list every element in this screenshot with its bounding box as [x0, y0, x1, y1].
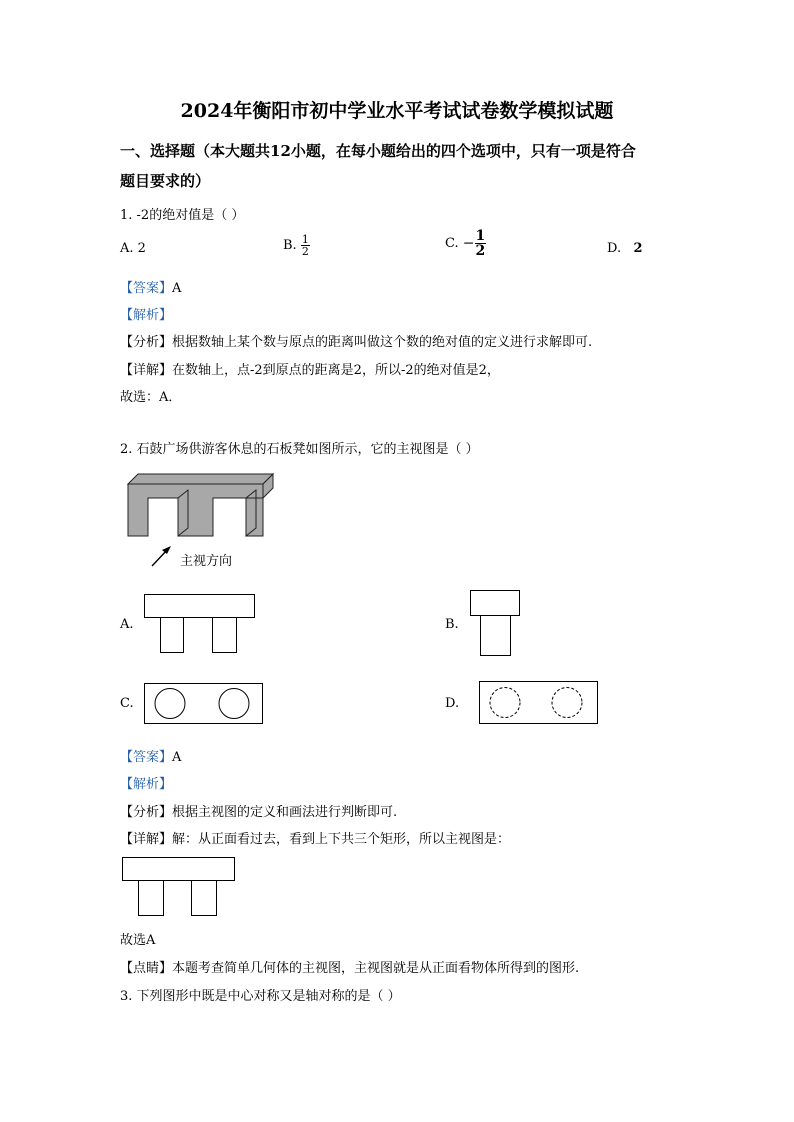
q1-option-a: A. 2: [120, 241, 146, 256]
q2-option-c-label: C.: [120, 696, 134, 711]
q1-choice: 故选：A．: [120, 390, 182, 405]
section-heading-line2: 题目要求的）: [120, 172, 211, 190]
q2-analysis-tag: 【解析】: [120, 777, 173, 792]
q2-option-a-label: A.: [120, 617, 134, 632]
q2-answer: 【答案】A: [120, 750, 182, 765]
fraction-one-half-large: $\frac{1}{2}$: [475, 228, 486, 259]
q1-analysis-tag: 【解析】: [120, 308, 173, 323]
q1-stem: 1. -2的绝对值是（ ）: [120, 208, 245, 223]
q1-answer: 【答案】A: [120, 281, 182, 296]
q1-option-d: D. 2: [607, 241, 643, 256]
q1-option-b: B. $\frac{1}{2}$: [283, 233, 309, 258]
q2-choice: 故选A: [120, 933, 156, 948]
q2-option-d-figure: [479, 681, 599, 725]
view-direction-label: 主视方向: [180, 554, 233, 569]
q3-stem: 3. 下列图形中既是中心对称又是轴对称的是（ ）: [120, 989, 401, 1004]
q2-detail: 【详解】解：从正面看过去，看到上下共三个矩形，所以主视图是：: [120, 832, 511, 847]
q2-option-b-label: B.: [445, 617, 459, 632]
q2-fenxi: 【分析】根据主视图的定义和画法进行判断即可.: [120, 805, 398, 820]
q2-comment: 【点睛】本题考查简单几何体的主视图，主视图就是从正面看物体所得到的图形.: [120, 961, 580, 976]
q1-detail: 【详解】在数轴上，点-2到原点的距离是2，所以-2的绝对值是2，: [120, 363, 500, 378]
section-heading-line1: 一、选择题（本大题共12小题，在每小题给出的四个选项中，只有一项是符合: [120, 142, 636, 160]
q2-stem: 2. 石鼓广场供游客休息的石板凳如图所示，它的主视图是（ ）: [120, 442, 479, 457]
q1-option-c: C. − $\frac{1}{2}$: [445, 228, 486, 259]
q2-solution-front-view: [122, 857, 236, 919]
q2-option-a-figure: [144, 594, 256, 656]
page-title: 2024年衡阳市初中学业水平考试试卷数学模拟试题: [180, 100, 614, 122]
q2-option-b-figure: [470, 590, 522, 658]
fraction-one-half: $\frac{1}{2}$: [301, 233, 309, 258]
q2-option-c-figure: [144, 683, 264, 725]
q1-fenxi: 【分析】根据数轴上某个数与原点的距离叫做这个数的绝对值的定义进行求解即可.: [120, 335, 593, 350]
q2-option-d-label: D.: [445, 696, 460, 711]
